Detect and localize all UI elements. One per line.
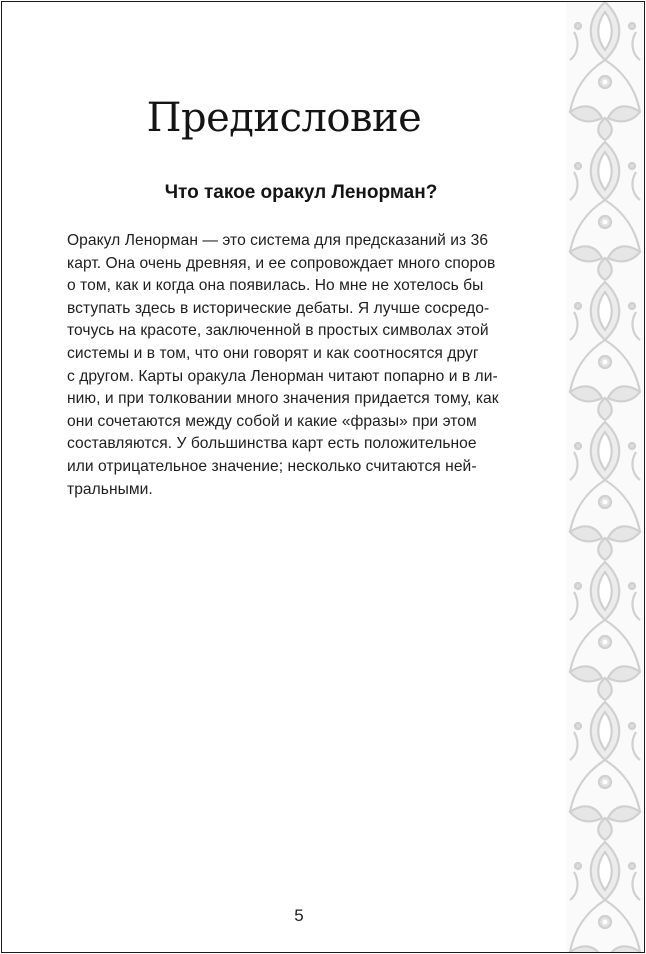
page-title: Предисловие [146, 95, 422, 141]
paragraph-line: карт. Она очень древняя, и ее сопровождает много споров [67, 254, 496, 272]
paragraph-line: о том, как и когда она появилась. Но мне не хотелось бы [67, 277, 484, 295]
paragraph-line: системы и в том, что они говорят и как соотносятся друг [67, 344, 479, 362]
page-number: 5 [294, 906, 304, 925]
book-page [1, 1, 645, 953]
paragraph-line: точусь на красоте, заключенной в простых символах этой [67, 322, 489, 340]
paragraph-line: вступать здесь в исторические дебаты. Я лучше сосредо- [67, 299, 490, 317]
paragraph-line: они сочетаются между собой и какие «фразы» при этом [67, 412, 477, 430]
paragraph-line: нию, и при толковании много значения придается тому, как [67, 390, 499, 408]
paragraph-line: составляются. У большинства карт есть положительное [67, 435, 477, 453]
body-paragraph [67, 230, 535, 501]
paragraph-line: с другом. Карты оракула Ленорман читают попарно и в ли- [67, 367, 498, 385]
floral-ornament-border [566, 2, 644, 952]
paragraph-line: Оракул Ленорман — это система для предсказаний из 36 [67, 232, 489, 249]
section-heading: Что такое оракул Ленорман? [164, 182, 438, 203]
paragraph-line: тральными. [67, 480, 153, 498]
paragraph-line: или отрицательное значение; несколько считаются ней- [67, 457, 477, 475]
